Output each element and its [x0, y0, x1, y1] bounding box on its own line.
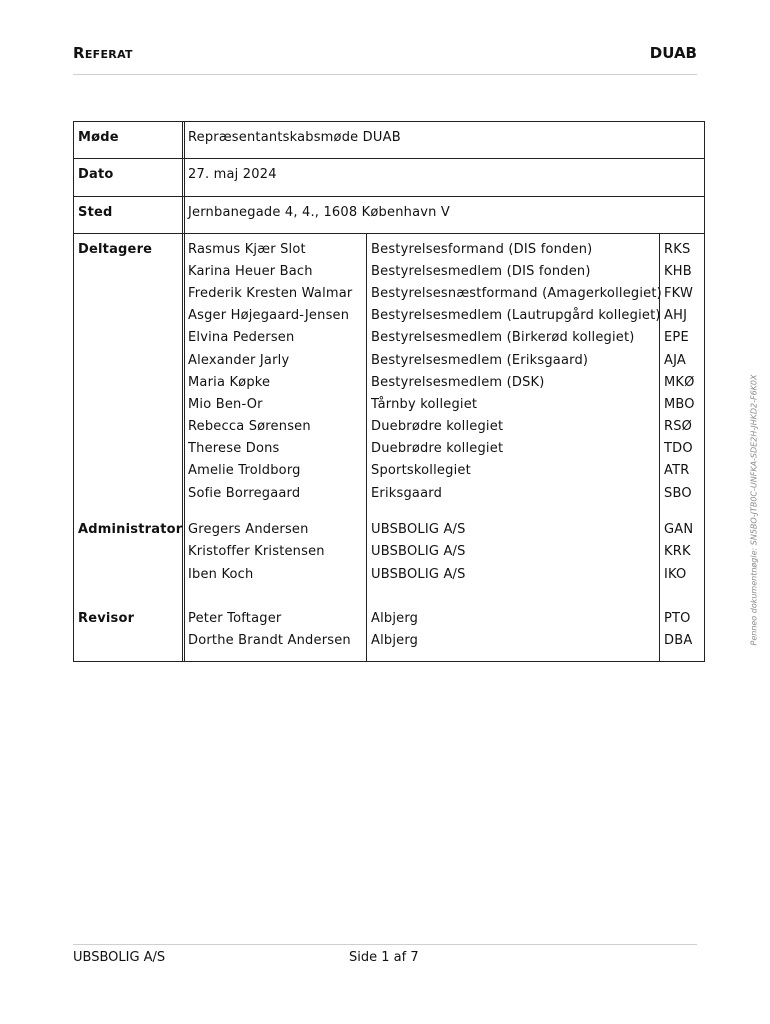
participant-name: Rasmus Kjær Slot [188, 242, 306, 257]
participant-initials: EPE [664, 330, 689, 345]
participant-name: Alexander Jarly [188, 353, 290, 368]
date-label: Dato [78, 167, 114, 182]
row-divider [74, 158, 704, 159]
participant-role: Tårnby kollegiet [371, 397, 478, 412]
participant-name: Asger Højegaard-Jensen [188, 308, 350, 323]
organization-name: DUAB [649, 44, 697, 62]
participant-role: Bestyrelsesmedlem (DIS fonden) [371, 264, 591, 279]
participant-initials: AHJ [664, 308, 688, 323]
participant-initials: ATR [664, 463, 690, 478]
participant-name: Sofie Borregaard [188, 486, 301, 501]
meeting-info-table [73, 121, 705, 662]
page-header [73, 44, 697, 64]
auditor-initials: DBA [664, 633, 693, 648]
participant-role: Duebrødre kollegiet [371, 419, 504, 434]
participant-initials: MKØ [664, 375, 695, 390]
auditor-name: Dorthe Brandt Andersen [188, 633, 351, 648]
administrator-role: UBSBOLIG A/S [371, 522, 466, 537]
auditor-name: Peter Toftager [188, 611, 282, 626]
column-divider [182, 122, 185, 661]
header-divider [73, 74, 697, 75]
administrator-initials: GAN [664, 522, 694, 537]
participant-name: Amelie Troldborg [188, 463, 301, 478]
participant-role: Duebrødre kollegiet [371, 441, 504, 456]
participants-label: Deltagere [78, 242, 153, 257]
administrator-name: Iben Koch [188, 567, 254, 582]
participant-role: Bestyrelsesmedlem (Eriksgaard) [371, 353, 589, 368]
row-divider [74, 233, 704, 234]
place-label: Sted [78, 205, 113, 220]
document-key-note: Penneo dokumentnøgle: SN5BO-JTB0C-UNFKA-SDE2H-JHKD2-F6K0X [749, 374, 759, 646]
administrator-name: Kristoffer Kristensen [188, 544, 325, 559]
auditor-role: Albjerg [371, 611, 419, 626]
date-value: 27. maj 2024 [188, 167, 277, 182]
auditor-role: Albjerg [371, 633, 419, 648]
document-title: Referat [73, 44, 133, 62]
participant-initials: TDO [664, 441, 693, 456]
administrator-role: UBSBOLIG A/S [371, 567, 466, 582]
column-divider [366, 233, 367, 661]
participant-role: Bestyrelsesmedlem (Lautrupgård kollegiet) [371, 308, 661, 323]
administrator-initials: IKO [664, 567, 687, 582]
auditor-label: Revisor [78, 611, 135, 626]
administrator-label: Administrator [78, 522, 183, 537]
participant-initials: MBO [664, 397, 695, 412]
row-divider [74, 196, 704, 197]
participant-role: Bestyrelsesformand (DIS fonden) [371, 242, 593, 257]
administrator-role: UBSBOLIG A/S [371, 544, 466, 559]
participant-role: Bestyrelsesnæstformand (Amagerkollegiet) [371, 286, 662, 301]
participant-name: Frederik Kresten Walmar [188, 286, 353, 301]
participant-initials: AJA [664, 353, 686, 368]
participant-role: Sportskollegiet [371, 463, 471, 478]
participant-role: Eriksgaard [371, 486, 443, 501]
footer-company: UBSBOLIG A/S [73, 950, 166, 965]
participant-name: Rebecca Sørensen [188, 419, 311, 434]
participant-name: Maria Køpke [188, 375, 271, 390]
participant-name: Karina Heuer Bach [188, 264, 313, 279]
participant-initials: RKS [664, 242, 691, 257]
participant-name: Mio Ben-Or [188, 397, 263, 412]
footer-divider [73, 944, 697, 945]
participant-initials: RSØ [664, 419, 693, 434]
place-value: Jernbanegade 4, 4., 1608 København V [188, 205, 450, 220]
administrator-name: Gregers Andersen [188, 522, 309, 537]
meeting-label: Møde [78, 130, 119, 145]
participant-role: Bestyrelsesmedlem (DSK) [371, 375, 545, 390]
participant-name: Elvina Pedersen [188, 330, 295, 345]
participant-role: Bestyrelsesmedlem (Birkerød kollegiet) [371, 330, 635, 345]
page-number: Side 1 af 7 [349, 950, 419, 965]
participant-initials: KHB [664, 264, 692, 279]
participant-initials: SBO [664, 486, 692, 501]
auditor-initials: PTO [664, 611, 691, 626]
administrator-initials: KRK [664, 544, 691, 559]
participant-initials: FKW [664, 286, 693, 301]
meeting-value: Repræsentantskabsmøde DUAB [188, 130, 401, 145]
participant-name: Therese Dons [188, 441, 280, 456]
